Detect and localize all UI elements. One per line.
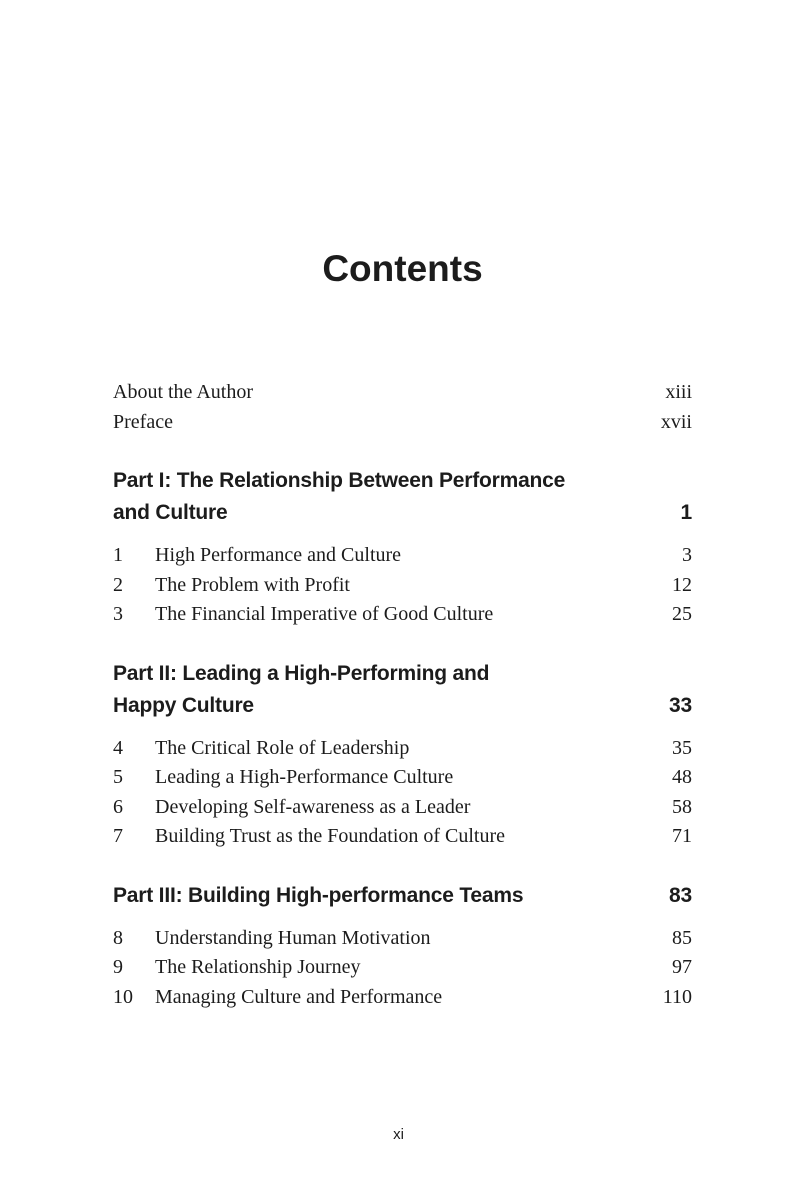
chapter-row: [113, 571, 692, 601]
chapter-number: 6: [113, 795, 123, 818]
toc-part-section: [113, 465, 692, 630]
part-heading-lines: [113, 658, 653, 722]
page-title: Contents: [322, 248, 483, 289]
toc-part-section: [113, 658, 692, 852]
chapter-number: 4: [113, 736, 123, 759]
front-matter-list: [113, 378, 692, 437]
chapter-page-number: 71: [672, 825, 692, 847]
chapter-number: 8: [113, 926, 123, 949]
part-heading-lines: [113, 465, 665, 529]
chapter-title: High Performance and Culture: [155, 544, 402, 566]
chapter-title: The Financial Imperative of Good Culture: [155, 603, 494, 625]
front-matter-row: [113, 378, 692, 408]
chapter-title: Managing Culture and Performance: [155, 985, 443, 1008]
front-matter-row: [113, 408, 692, 438]
chapter-row: [113, 600, 692, 630]
folio-page-number: xi: [393, 1126, 404, 1143]
chapter-row: [113, 541, 692, 571]
chapter-number: 10: [113, 985, 133, 1008]
chapter-number: 5: [113, 766, 123, 788]
chapter-title: The Problem with Profit: [155, 573, 350, 596]
front-matter-page: xvii: [660, 410, 692, 433]
chapter-number: 3: [113, 603, 123, 625]
chapter-list: [113, 734, 692, 852]
chapter-title: Leading a High-Performance Culture: [155, 766, 454, 788]
chapter-page-number: 110: [662, 985, 692, 1008]
chapter-title: The Relationship Journey: [155, 956, 361, 978]
chapter-title: Developing Self-awareness as a Leader: [155, 795, 471, 818]
chapter-row: [113, 953, 692, 983]
chapter-title: Building Trust as the Foundation of Culture: [155, 825, 506, 847]
chapter-page-number: 35: [672, 736, 692, 759]
chapter-row: [113, 793, 692, 823]
chapter-number: 7: [113, 825, 123, 847]
part-heading: [113, 658, 692, 722]
chapter-list: [113, 924, 692, 1013]
toc-part-section: [113, 880, 692, 1013]
chapter-row: [113, 822, 692, 852]
chapter-page-number: 3: [682, 544, 692, 566]
chapter-page-number: 58: [672, 795, 692, 818]
chapter-row: [113, 983, 692, 1013]
chapter-row: [113, 924, 692, 954]
chapter-row: [113, 763, 692, 793]
part-page-number: 83: [669, 883, 692, 907]
chapter-title: Understanding Human Motivation: [155, 926, 431, 949]
chapter-number: 9: [113, 956, 123, 978]
part-heading: [113, 465, 692, 529]
part-heading-line: Part III: Building High-performance Teams: [113, 883, 524, 907]
chapter-row: [113, 734, 692, 764]
front-matter-label: About the Author: [113, 381, 253, 403]
part-heading-line: Happy Culture: [113, 693, 254, 717]
part-heading-lines: [113, 880, 653, 912]
chapter-page-number: 48: [672, 766, 692, 788]
chapter-list: [113, 541, 692, 630]
chapter-page-number: 12: [672, 573, 692, 596]
part-heading-line: and Culture: [113, 501, 228, 524]
part-heading: [113, 880, 692, 912]
front-matter-label: Preface: [113, 410, 173, 433]
part-page-number: 1: [680, 501, 692, 524]
part-heading-line: Part II: Leading a High-Performing and: [113, 661, 490, 685]
part-heading-line: Part I: The Relationship Between Performance: [113, 469, 566, 492]
front-matter-page: xiii: [665, 381, 692, 403]
chapter-number: 2: [113, 573, 123, 596]
chapter-title: The Critical Role of Leadership: [155, 736, 410, 759]
chapter-page-number: 25: [672, 603, 692, 625]
chapter-number: 1: [113, 544, 123, 566]
part-page-number: 33: [669, 693, 692, 717]
toc-content: [113, 0, 692, 1012]
chapter-page-number: 85: [672, 926, 692, 949]
chapter-page-number: 97: [672, 956, 692, 978]
